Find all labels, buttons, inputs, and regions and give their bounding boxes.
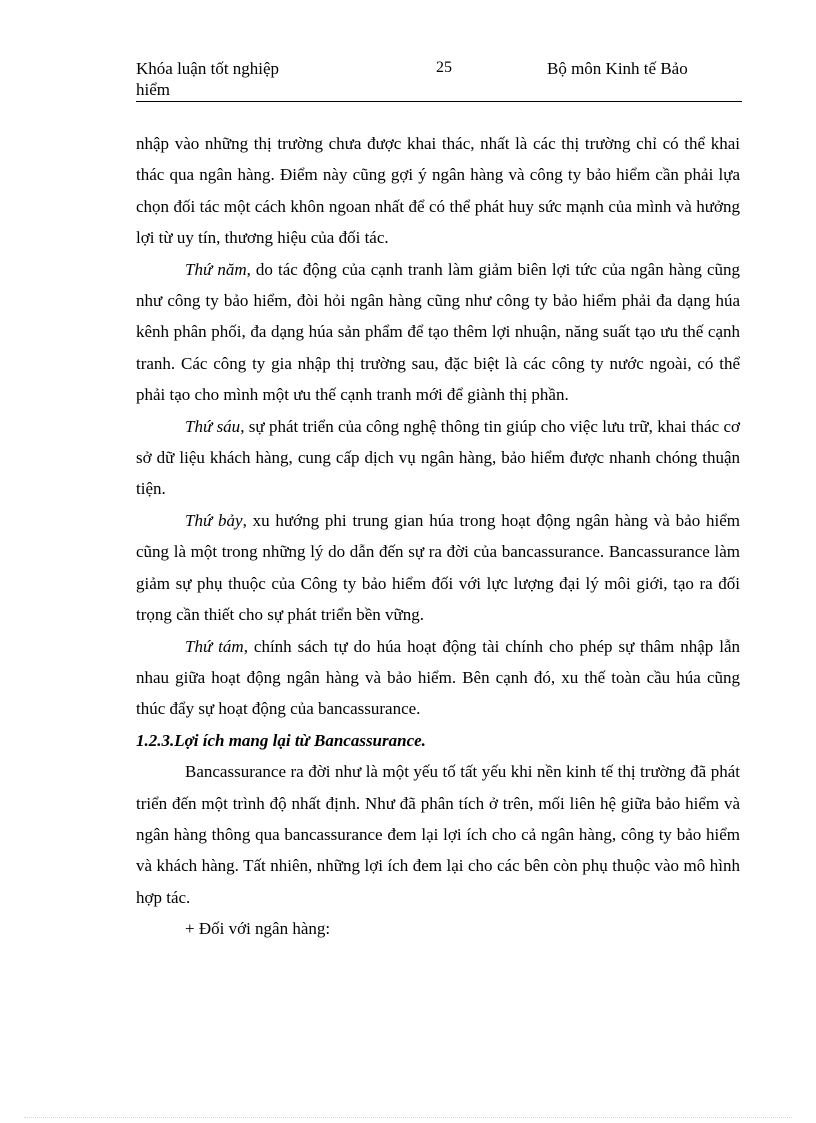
paragraph-3-text: , sự phát triển của công nghệ thông tin giúp cho việc lưu trữ, khai thác cơ sở dữ liệu khách hàng, cung cấp dịch vụ ngân hàng, bảo hiểm được nhanh chóng thuận tiện. (136, 416, 740, 499)
paragraph-2-lead: Thứ năm (185, 259, 247, 279)
paragraph-1: nhập vào những thị trường chưa được khai thác, nhất là các thị trường chỉ có thể khai thác qua ngân hàng. Điểm này cũng gợi ý ngân hàng và công ty bảo hiểm cần phải lựa chọn đối tác một cách khôn ngoan nhất để có thể phát huy sức mạnh của mình và hưởng lợi từ uy tín, thương hiệu của đối tác. (136, 134, 740, 248)
document-body (136, 128, 740, 945)
paragraph-6: Bancassurance ra đời như là một yếu tố tất yếu khi nền kinh tế thị trường đã phát triển đến một trình độ nhất định. Như đã phân tích ở trên, mối liên hệ giữa bảo hiểm và ngân hàng thông qua bancassurance đem lại lợi ích cho cả ngân hàng, công ty bảo hiểm và khách hàng. Tất nhiên, những lợi ích đem lại cho các bên còn phụ thuộc vào mô hình hợp tác. (136, 762, 740, 907)
header-rule (136, 101, 742, 102)
page-bottom-divider (24, 1117, 792, 1118)
bullet-item: + Đối với ngân hàng: (185, 919, 331, 939)
paragraph-5-lead: Thứ tám (185, 636, 244, 656)
paragraph-2 (136, 254, 740, 411)
header-right-title: Bộ môn Kinh tế Bảo (547, 59, 688, 78)
paragraph-4 (136, 505, 740, 631)
paragraph-5-text: , chính sách tự do húa hoạt động tài chính cho phép sự thâm nhập lẫn nhau giữa hoạt động ngân hàng và bảo hiểm. Bên cạnh đó, xu thế toàn cầu húa cũng thúc đẩy sự hoạt động của bancassurance. (136, 636, 740, 719)
paragraph-4-lead: Thứ bảy (185, 510, 243, 530)
section-heading: 1.2.3.Lợi ích mang lại từ Bancassurance. (136, 730, 426, 750)
paragraph-3-lead: Thứ sáu (185, 416, 241, 436)
header-left-title: Khóa luận tốt nghiệp (136, 59, 280, 78)
paragraph-4-text: , xu hướng phi trung gian húa trong hoạt động ngân hàng và bảo hiểm cũng là một trong những lý do dẫn đến sự ra đời của bancassurance. Bancassurance làm giảm sự phụ thuộc của Công ty bảo hiểm đối với lực lượng đại lý môi giới, tạo ra đối trọng cần thiết cho sự phát triển bền vững. (136, 510, 740, 625)
paragraph-2-text: , do tác động của cạnh tranh làm giảm biên lợi tức của ngân hàng cũng như công ty bảo hiểm, đòi hỏi ngân hàng cũng như công ty bảo hiểm phải đa dạng húa kênh phân phối, đa dạng húa sản phẩm để tạo thêm lợi nhuận, năng suất tạo ưu thế cạnh tranh. Các công ty gia nhập thị trường sau, đặc biệt là các công ty nước ngoài, có thể phải tạo cho mình một ưu thế cạnh tranh mới để giành thị phần. (136, 259, 740, 405)
paragraph-3 (136, 411, 740, 505)
page-number: 25 (436, 59, 452, 76)
header-left-title-continued: hiểm (136, 80, 170, 99)
paragraph-5 (136, 631, 740, 725)
